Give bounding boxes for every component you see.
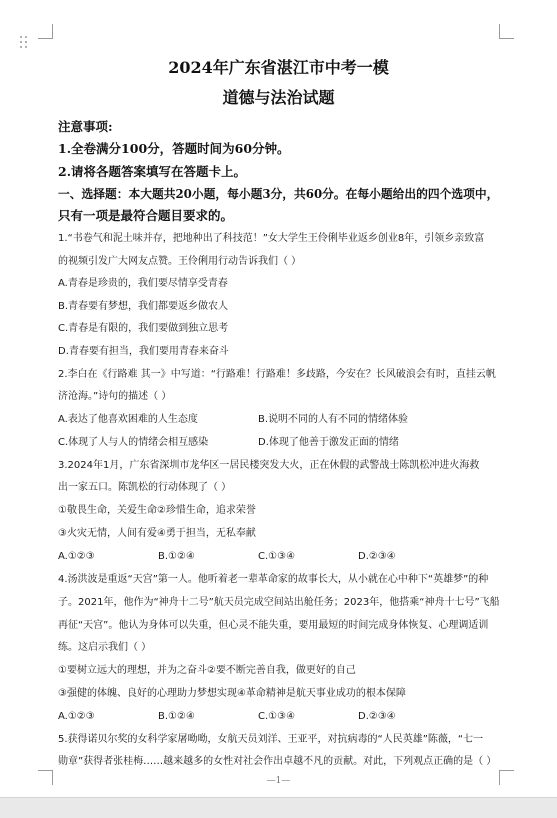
statement-items: ①要树立远大的理想，并为之奋斗②要不断完善自我，做更好的自己 <box>58 665 356 676</box>
question-stem: 4.汤洪波是重返“天宫”第一人。他听着老一辈革命家的故事长大，从小就在心中种下“英雄梦”的种 <box>58 574 489 585</box>
option-c: C.①③④ <box>258 711 296 722</box>
statement-items: ③火灾无情，人间有爱④勇于担当，无私奉献 <box>58 528 256 539</box>
document-subtitle: 道德与法治试题 <box>222 88 335 107</box>
question-stem: 再征“天宫”。他认为身体可以失重，但心灵不能失重，要用最短的时间完成身体恢复、心理调适训 <box>58 620 489 631</box>
drag-handle-icon[interactable] <box>20 36 32 48</box>
option-d: D.②③④ <box>358 711 396 722</box>
option-d: D.青春要有担当，我们要用青春来奋斗 <box>58 346 229 357</box>
notes-heading: 注意事项: <box>58 119 113 134</box>
question-stem: 济沧海。”诗句的描述（ ） <box>58 391 172 402</box>
viewer-bottom-bar <box>0 797 557 818</box>
question-stem: 子。2021年，他作为“神舟十二号”航天员完成空间站出舱任务；2023年，他搭乘“神舟十七号”飞船 <box>58 597 500 608</box>
crop-mark-top-left <box>38 24 53 39</box>
question-stem: 的视频引发广大网友点赞。王伶俐用行动告诉我们（ ） <box>58 256 302 267</box>
document-title: 2024年广东省湛江市中考一模 <box>168 58 389 77</box>
option-c: C.①③④ <box>258 551 296 562</box>
section-heading: 一、选择题：本大题共20小题，每小题3分，共60分。在每小题给出的四个选项中， <box>58 187 499 201</box>
statement-items: ③强健的体魄、良好的心理助力梦想实现④革命精神是航天事业成功的根本保障 <box>58 688 406 699</box>
question-stem: 勋章”获得者张桂梅……越来越多的女性对社会作出卓越不凡的贡献。对此，下列观点正确的是（ ） <box>58 756 497 767</box>
section-heading: 只有一项是最符合题目要求的。 <box>58 208 234 223</box>
option-c: C.青春是有限的，我们要做到独立思考 <box>58 323 229 334</box>
option-a: A.①②③ <box>58 711 95 722</box>
note-line: 2.请将各题答案填写在答题卡上。 <box>58 164 247 179</box>
option-c: C.体现了人与人的情绪会相互感染 <box>58 437 209 448</box>
option-a: A.①②③ <box>58 551 95 562</box>
note-line: 1.全卷满分100分，答题时间为60分钟。 <box>58 141 290 156</box>
page-number: —1— <box>266 776 291 786</box>
option-d: D.②③④ <box>358 551 396 562</box>
question-stem: 3.2024年1月，广东省深圳市龙华区一居民楼突发大火，正在休假的武警战士陈凯松冲进火海救 <box>58 460 480 471</box>
question-stem: 出一家五口。陈凯松的行动体现了（ ） <box>58 482 232 493</box>
option-b: B.①②④ <box>158 711 195 722</box>
question-stem: 2.李白在《行路难 其一》中写道：“行路难！行路难！多歧路，今安在？长风破浪会有时，直挂云帆 <box>58 369 496 380</box>
crop-mark-top-right <box>499 24 514 39</box>
option-b: B.①②④ <box>158 551 195 562</box>
option-d: D.体现了他善于激发正面的情绪 <box>258 437 399 448</box>
question-stem: 5.获得诺贝尔奖的女科学家屠呦呦，女航天员刘洋、王亚平，对抗病毒的“人民英雄”陈薇，“七一 <box>58 734 484 745</box>
question-stem: 1.“书卷气和泥土味并存，把地种出了科技范！”女大学生王伶俐毕业返乡创业8年，引领乡亲致富 <box>58 233 485 244</box>
statement-items: ①敬畏生命，关爱生命②珍惜生命，追求荣誉 <box>58 505 256 516</box>
question-stem: 练。这启示我们（ ） <box>58 642 152 653</box>
option-a: A.表达了他喜欢困难的人生态度 <box>58 414 198 425</box>
option-a: A.青春是珍贵的，我们要尽情享受青春 <box>58 278 228 289</box>
option-b: B.说明不同的人有不同的情绪体验 <box>258 414 409 425</box>
option-b: B.青春要有梦想，我们都要返乡做农人 <box>58 301 229 312</box>
